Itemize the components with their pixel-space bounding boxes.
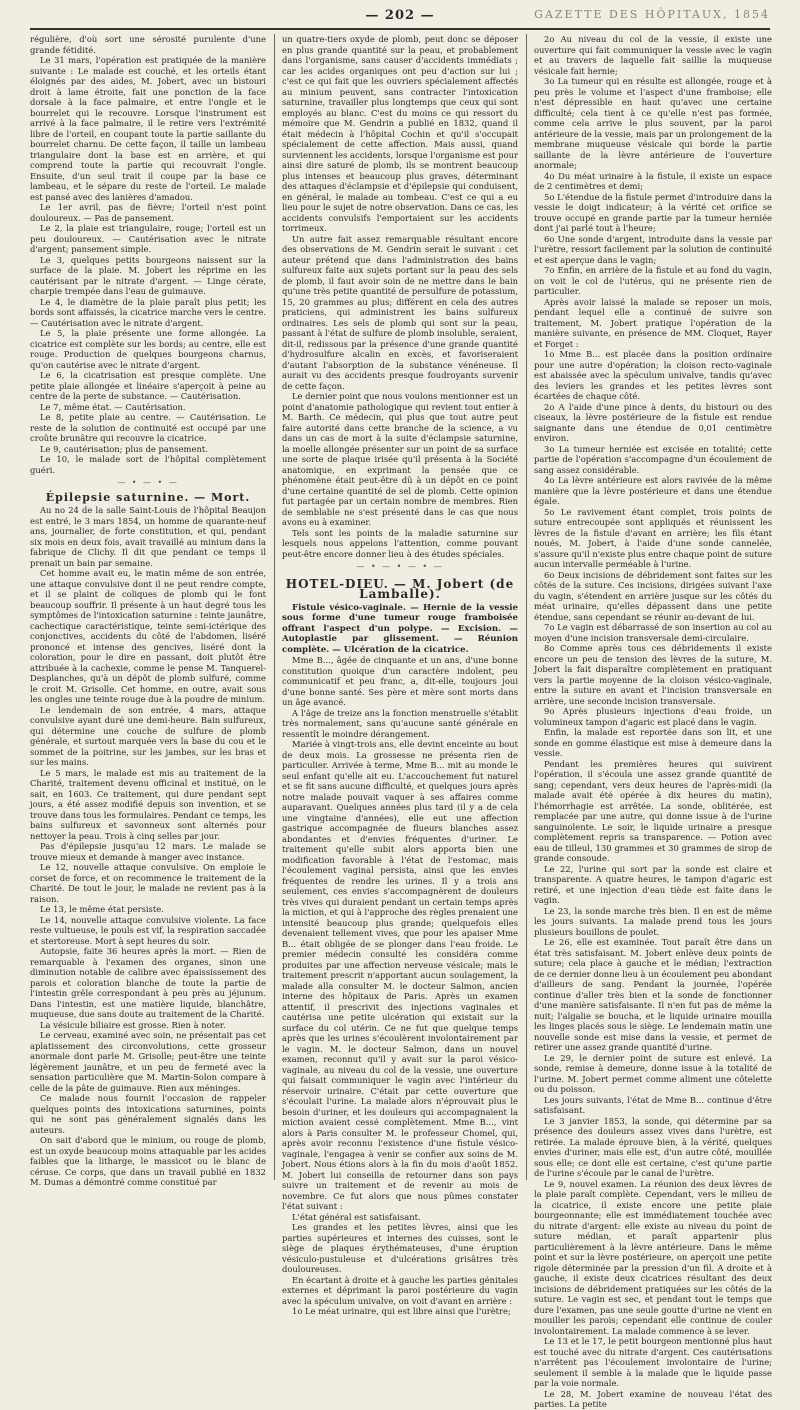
paragraph: La vésicule biliaire est grosse. Rien à noter. xyxy=(40,1019,226,1030)
hospital-heading: HOTEL-DIEU. — M. Jobert (de Lamballe). xyxy=(285,576,515,601)
paragraph: Le 28, M. Jobert examine de nouveau l'état des parties. La petite xyxy=(534,1388,772,1409)
column-rule xyxy=(526,34,527,1180)
column-rule xyxy=(274,34,275,1180)
paragraph: 4o La lèvre antérieure est alors ravivée de la même manière que la lèvre postérieure et dans une étendue égale. xyxy=(534,475,772,506)
paragraph: Le lendemain de son entrée, 4 mars, attaque convulsive ayant duré une demi-heure. Bain sulfureux, qui détermine une couche de sulfure de plomb générale, et surtout marquée vers la base du cou et le sommet de la poitrine, sur les jambes, sur les bras et sur les mains. xyxy=(30,704,266,767)
paragraph: Pendant les premières heures qui suivirent l'opération, il s'écoula une assez grande quantité de sang; cependant, vers deux heures de l'après-midi (la malade avait été opérée à dix heures du matin), l'hémorrhagie est arrêtée. La sonde, oblitérée, est remplacée par une autre, qui donne issue à de l'urine sanguinolente. Le soir, le liquide urinaire a presque complètement repris sa transparence. — Potion avec eau de tilleul, 130 grammes et 30 grammes de sirop de grande consoude. xyxy=(534,758,772,863)
section-separator: — • — • — • — xyxy=(356,562,444,571)
paragraph: 3o La tumeur qui en résulte est allongée, rouge et à peu près le volume et l'aspect d'une framboise; elle n'est dépressible en haut qu'avec une certaine difficulté; cela tient à ce qu'elle n'est pas formée, comme cela arrive le plus souvent, par la paroi antérieure de la vessie, mais par un prolongement de la membrane muqueuse vésicale qui borde la partie saillante de la lèvre antérieure de l'ouverture anormale; xyxy=(534,76,772,170)
section-title: Épilepsie saturnine. — Mort. xyxy=(45,490,251,504)
paragraph: Les jours suivants, l'état de Mme B... continue d'être satisfaisant. xyxy=(534,1094,772,1115)
paragraph: Le 14, nouvelle attaque convulsive violente. La face reste vultueuse, le pouls est vif, la respiration saccadée et stertoreuse. Mort à sept heures du soir. xyxy=(30,914,266,946)
paragraph: 5o Le ravivement étant complet, trois points de suture entrecoupée sont appliqués et réunissent les lèvres de la fistule d'avant en arrière; les fils étant noués, M. Jobert, à l'aide d'une sonde cannelée, s'assure qu'il n'existe plus entre chaque point de suture aucun intervalle perméable à l'urine. xyxy=(534,506,772,569)
paragraph: Cet homme avait eu, le matin même de son entrée, une attaque convulsive dont il ne peut rendre compte, et il se plaint de coliques de plomb qui le font beaucoup souffrir. Il présente à un haut degré tous les symptômes de l'intoxication saturnine : teinte jaunâtre, cachectique caractéristique, teinte semi-ictérique des conjonctives, accidents du côté de l'abdomen, liséré prononcé et intense des gencives, liséré dont la coloration, pour le dire en passant, doit plutôt être attribuée à la cachexie, comme le pense M. Tanquerel-Desplanches, qu'à un dépôt de plomb sulfuré, comme le croit M. Grisolle. Cet homme, en outre, avait sous les ongles une teinte rouge due à la poudre de minium. xyxy=(30,568,266,704)
paragraph: Pas d'épilepsie jusqu'au 12 mars. Le malade se trouve mieux et demande à manger avec instance. xyxy=(30,841,266,862)
paragraph: Le 6, la cicatrisation est presque complète. Une petite plaie allongée et linéaire s'aperçoit à peine au centre de la perte de substance. — Cautérisation. xyxy=(30,370,266,401)
paragraph: Le 23, la sonde marche très bien. Il en est de même les jours suivants. La malade prend tous les jours plusieurs bouillons de poulet. xyxy=(534,905,772,937)
paragraph: Le 5, la plaie présente une forme allongée. La cicatrice est complète sur les bords; au centre, elle est rouge. Production de quelques bourgeons charnus, qu'on cautérise avec le nitrate d'argent. xyxy=(30,328,266,370)
paragraph: Le 13, le même état persiste. xyxy=(40,904,164,914)
paragraph: Le dernier point que nous voulons mentionner est un point d'anatomie pathologique qui revient tout entier à M. Barth. Ce médecin, qui plus que tout autre peut faire autorité dans cette branche de la science, a vu dans un cas de mort à la suite d'éclampsie saturnine, la moelle allongée présenter sur un point de sa surface une sorte de plaque irisée qu'il présenta à la Société anatomique, en exprimant la pensée que ce phénomène était peut-être dû à un dépôt en ce point d'une certaine quantité de sel de plomb. Cette opinion fut partagée par un certain nombre de membres. Rien de semblable ne s'est présenté dans le cas que nous avons eu à examiner. xyxy=(282,391,518,527)
paragraph: Le 31 mars, l'opération est pratiquée de la manière suivante : Le malade est couché, et les orteils étant éloignés par des aides, M. Jobert, avec un bistouri droit à lame étroite, fait une ponction de la face dorsale à la face palmaire, et entre l'ongle et le bourrelet qui le recouvre. Lorsque l'instrument est arrivé à la face palmaire, il le retire vers l'extrémité libre de l'orteil, en coupant toute la partie saillante du bourrelet charnu. De cette façon, il taille un lambeau triangulaire dont la base est en arrière, et qui comprend toute la partie qui recouvrait l'ongle. Ensuite, d'un seul trait il coupe par la base ce lambeau, et le sépare du reste de l'orteil. Le malade est pansé avec des lanières d'amadou. xyxy=(30,55,266,202)
column-3 xyxy=(534,34,772,1409)
paragraph: Le 5 mars, le malade est mis au traitement de la Charité, traitement devenu officinal et institué, on le sait, en 1603. Ce traitement, qui dure pendant sept jours, a été assez modifié depuis son invention, et se trouve dans tous les formulaires. Pendant ce temps, les bains sulfureux et savonneux sont alternés pour nettoyer la peau. Trois à cinq selles par jour. xyxy=(30,767,266,841)
column-1 xyxy=(30,34,266,1187)
paragraph: Le cerveau, examiné avec soin, ne présentait pas cet aplatissement des circonvolutions, cette grosseur anormale dont parle M. Grisolle; peut-être une teinte légèrement jaunâtre, et un peu de fermeté avec la sensation particulière que M. Martin-Solon compare à celle de la pâte de guimauve. Rien aux méninges. xyxy=(30,1030,266,1093)
paragraph: 1o Le méat urinaire, qui est libre ainsi que l'urètre; xyxy=(292,1306,511,1316)
paragraph: Mme B..., âgée de cinquante et un ans, d'une bonne constitution quoique d'un caractère indolent, peu communicatif et peu franc, a, dit-elle, toujours joui d'une bonne santé. Ses père et mère sont morts dans un âge avancé. xyxy=(282,655,518,707)
paragraph: Le 22, l'urine qui sort par la sonde est claire et transparente. A quatre heures, le tampon d'agaric est retiré, et une injection d'eau tiède est faite dans le vagin. xyxy=(534,863,772,905)
paragraph: régulière, d'où sort une sérosité purulente d'une grande fétidité. xyxy=(30,34,266,55)
paragraph: Le 7, même état. — Cautérisation. xyxy=(40,401,186,412)
paragraph: Le 4, le diamètre de la plaie paraît plus petit; les bords sont affaissés, la cicatrice marche vers le centre. — Cautérisation avec le nitrate d'argent. xyxy=(30,296,266,328)
paragraph: Après avoir laissé la malade se reposer un mois, pendant lequel elle a continué de suivre son traitement, M. Jobert pratique l'opération de la manière suivante, en présence de MM. Cloquet, Rayer et Forget : xyxy=(534,296,772,349)
paragraph: L'état général est satisfaisant. xyxy=(292,1211,421,1222)
paragraph: Le 9, cautérisation; plus de pansement. xyxy=(40,443,208,454)
paragraph: 7o Enfin, en arrière de la fistule et au fond du vagin, on voit le col de l'utérus, qui ne présente rien de particulier. xyxy=(534,265,772,296)
paragraph: Ce malade nous fournit l'occasion de rappeler quelques points des intoxications saturnines, points qui ne sont pas généralement signalés dans les auteurs. xyxy=(30,1093,266,1135)
paragraph: 6o Une sonde d'argent, introduite dans la vessie par l'urètre, ressort facilement par la solution de continuité et est aperçue dans le vagin; xyxy=(534,233,772,265)
paragraph: 9o Après plusieurs injections d'eau froide, un volumineux tampon d'agaric est placé dans le vagin. xyxy=(534,706,772,727)
column-2 xyxy=(282,34,519,1316)
page-number: — 202 — xyxy=(365,8,435,23)
paragraph: 2o Au niveau du col de la vessie, il existe une ouverture qui fait communiquer la vessie avec le vagin et au travers de laquelle fait saillie la muqueuse vésicale fait hernie; xyxy=(534,34,772,76)
paragraph: Le 13 et le 17, le petit bourgeon mentionné plus haut est touché avec du nitrate d'argent. Ces cautérisations n'arrêtent pas l'écoulement involontaire de l'urine; seulement il semble à la malade que le liquide passe par la voie normale. xyxy=(534,1336,772,1388)
paragraph: Mariée à vingt-trois ans, elle devint enceinte au bout de deux mois. La grossesse ne présenta rien de particulier. Arrivée à terme, Mme B... mit au monde le seul enfant qu'elle ait eu. L'accouchement fut naturel et se fit sans aucune difficulté, et quelques jours après notre malade pouvait vaquer à ses affaires comme auparavant. Quelques années plus tard (il y a de cela une vingtaine d'années), elle eut une affection gastrique accompagnée de flueurs blanches assez abondantes et d'envies fréquentes d'uriner. Le traitement qu'elle subit alors apporta bien une modification favorable à l'état de l'estomac, mais l'écoulement vaginal persista, ainsi que les envies fréquentes de rendre les urines. Il y a trois ans seulement, ces envies s'accompagnèrent de douleurs très vives qui duraient pendant un certain temps après la miction, et qui à l'approche des règles prenaient une intensité beaucoup plus grande; quelquefois elles devenaient tellement vives, que pour les apaiser Mme B... était obligée de se plonger dans l'eau froide. Le premier médecin consulté les considéra comme produites par une affection nerveuse vésicale; mais le traitement prescrit n'apportant aucun soulagement, la malade alla consulter M. le docteur Salmon, ancien interne des hôpitaux de Paris. Après un examen attentif, il prescrivit des injections vaginales et cautérisa une petite ulcération qui existait sur la surface du col utérin. Ce ne fut que quelque temps après que les urines s'écoulèrent involontairement par le vagin. M. le docteur Salmon, dans un nouvel examen, reconnut qu'il y avait sur la paroi vésico-vaginale, au niveau du col de la vessie, une ouverture qui faisait communiquer le vagin avec l'intérieur du réservoir urinaire. C'était par cette ouverture que s'écoulait l'urine. La malade alors n'éprouvait plus le besoin d'uriner, et les douleurs qui accompagnaient la miction avaient cessé complètement. Mme B..., vint alors à Paris consulter M. le professeur Chomel, qui, après avoir reconnu l'existence d'une fistule vésico-vaginale, l'engagea à venir se confier aux soins de M. Jobert. Nous étions alors à la fin du mois d'août 1852. M. Jobert lui conseilla de retourner dans son pays suivre un traitement et de revenir au mois de novembre. Ce fut alors que nous pûmes constater l'état suivant : xyxy=(282,739,518,1211)
paragraph: 1o Mme B... est placée dans la position ordinaire pour une autre d'opération; la cloison recto-vaginale est abaissée avec la spéculum univalve, tandis qu'avec des leviers les grandes et les petites lèvres sont écartées de chaque côté. xyxy=(534,349,772,401)
masthead-fragment: GAZETTE DES HÔPITAUX, 1854 xyxy=(534,8,770,21)
paragraph: Le 26, elle est examinée. Tout paraît être dans un état très satisfaisant. M. Jobert enlève deux points de suture; cela place à gauche et le médian; l'extraction de ce dernier donne lieu à un écoulement peu abondant d'ailleurs de sang. Pendant la journée, l'opérée continue d'aller très bien et la sonde de fonctionner d'une manière satisfaisante. Il n'en fut pas de même la nuit; l'algalie se boucha, et le liquide urinaire mouilla les linges placés sous le siège. Le lendemain matin une nouvelle sonde est mise dans la vessie, et permet de retirer une assez grande quantité d'urine. xyxy=(534,937,772,1052)
paragraph: Tels sont les points de la maladie saturnine sur lesquels nous appelons l'attention, comme pouvant peut-être encore donner lieu à des études spéciales. xyxy=(282,527,518,559)
paragraph: Au no 24 de la salle Saint-Louis de l'hôpital Beaujon est entré, le 3 mars 1854, un homme de quarante-neuf ans, journalier, de forte constitution, et qui, pendant six mois en deux fois, avait travaillé au minium dans la fabrique de Clichy. Il dit que pendant ce temps il prenait un bain par semaine. xyxy=(30,505,266,568)
paragraph: Un autre fait assez remarquable résultant encore des observations de M. Gendrin serait le suivant : cet auteur prétend que dans l'administration des bains sulfureux faite aux sujets portant sur la peau des sels de plomb, il faut avoir soin de ne mettre dans le bain qu'une très petite quantité de persulfure de potassium, 15, 20 grammes au plus; différent en cela des autres praticiens, qui administrent les bains sulfureux ordinaires. Les sels de plomb qui sont sur la peau, passant à l'état de sulfure de plomb insoluble, seraient, dit-il, redissous par la présence d'une grande quantité d'hydrosulfure alcalin en excès, et favoriseraient d'autant l'absorption de la substance vénéneuse. Il aurait vu des accidents presque foudroyants survenir de cette façon. xyxy=(282,233,518,391)
paragraph: Le 2, la plaie est triangulaire, rouge; l'orteil est un peu douloureux. — Cautérisation avec le nitrate d'argent; pansement simple. xyxy=(30,223,266,254)
paragraph: 3o La tumeur herniée est excisée en totalité; cette partie de l'opération s'accompagne d'un écoulement de sang assez considérable. xyxy=(534,443,772,475)
paragraph: 4o Du méat urinaire à la fistule, il existe un espace de 2 centimètres et demi; xyxy=(534,170,772,191)
paragraph: En écartant à droite et à gauche les parties génitales externes et déprimant la paroi postérieure du vagin avec la spéculum univalve, on voit d'avant en arrière : xyxy=(282,1274,519,1306)
section-separator: — • — • — xyxy=(117,478,179,487)
paragraph: Les grandes et les petites lèvres, ainsi que les parties supérieures et internes des cuisses, sont le siège de plaques érythémateuses, d'une éruption vésiculo-pustuleuse et d'ulcérations grisâtres très douloureuses. xyxy=(282,1222,518,1274)
paragraph: Enfin, la malade est reportée dans son lit, et une sonde en gomme élastique est mise à demeure dans la vessie. xyxy=(534,727,772,758)
paragraph: 7o Le vagin est débarrassé de son insertion au col au moyen d'une incision transversale demi-circulaire. xyxy=(534,622,772,643)
paragraph: Le 3 janvier 1853, la sonde, qui détermine par sa présence des douleurs assez vives dans l'urètre, est retirée. La malade éprouve bien, à la vérité, quelques envies d'uriner, mais elle est, d'un autre côté, mouillée sous elle; ce dont elle est certaine, c'est qu'une partie de l'urine s'écoule par le canal de l'urètre. xyxy=(534,1115,772,1178)
paragraph: 6o Deux incisions de débridement sont faites sur les côtés de la suture. Ces incisions, dirigées suivant l'axe du vagin, s'étendent en arrière jusque sur les côtés du méat urinaire, qu'elles dépassent dans une petite étendue, sans cependant se réunir au-devant de lui. xyxy=(534,569,772,622)
paragraph: 2o A l'aide d'une pince à dents, du bistouri ou des ciseaux, la lèvre postérieure de la fistule est rendue saignante dans une étendue de 0,01 centimètre environ. xyxy=(534,401,772,443)
paragraph: Le 9, nouvel examen. La réunion des deux lèvres de la plaie paraît complète. Cependant, vers le milieu de la cicatrice, il existe encore une petite plaie bourgeonnante; elle est immédiatement touchée avec du nitrate d'argent: elle existe au niveau du point de suture médian, et paraît appartenir plus particulièrement à la lèvre antérieure. Dans le même point et sur la lèvre postérieure, on aperçoit une petite rigole déterminée par la pression d'un fil. A droite et à gauche, il existe deux cicatrices résultant des deux incisions de débridement pratiquées sur les côtés de la suture. Le vagin est sec, et pendant tout le temps que dure l'examen, pas une seule goutte d'urine ne vient en mouiller les parois; cependant elle continue de couler involontairement. La malade commence à se lever. xyxy=(534,1178,772,1336)
paragraph: Le 10, le malade sort de l'hôpital complètement guéri. xyxy=(30,454,266,475)
paragraph: Autopsie, faite 36 heures après la mort. — Rien de remarquable à l'examen des organes, sinon une diminution notable de calibre avec épaississement des parois et coloration blanche de toute la partie de l'intestin grêle correspondant à peu près au jéjunum. Dans l'intestin, est une matière liquide, blanchâtre, muqueuse, due sans doute au traitement de la Charité. xyxy=(30,946,266,1019)
paragraph: 8o Comme après tous ces débridements il existe encore un peu de tension des lèvres de la suture, M. Jobert la fait disparaître complètement en pratiquant vers la partie moyenne de la cloison vésico-vaginale, entre la suture en avant et l'incision transversale en arrière, une seconde incision transversale. xyxy=(534,643,772,706)
paragraph: On sait d'abord que le minium, ou rouge de plomb, est un oxyde beaucoup moins attaquable par les acides faibles que la litharge, le massicot ou le blanc de céruse. Ce corps, que dans un travail publié en 1832 M. Dumas a démontré comme constitué par xyxy=(30,1135,266,1187)
paragraph: Le 1er avril, pas de fièvre; l'orteil n'est point douloureux. — Pas de pansement. xyxy=(30,202,266,223)
paragraph: Le 29, le dernier point de suture est enlevé. La sonde, remise à demeure, donne issue à la totalité de l'urine. M. Jobert permet comme aliment une côtelette ou du poisson. xyxy=(534,1052,772,1094)
paragraph: A l'âge de treize ans la fonction menstruelle s'établit très normalement, sans qu'aucune santé générale en ressentît le moindre dérangement. xyxy=(282,707,518,739)
paragraph: 5o L'étendue de la fistule permet d'introduire dans la vessie le doigt indicateur; à la vérité cet orifice se trouve occupé en grande partie par la tumeur herniée dont j'ai parlé tout à l'heure; xyxy=(534,191,772,233)
page-header xyxy=(30,8,770,30)
paragraph: Le 12, nouvelle attaque convulsive. On emploie le corset de force, et on recommence le traitement de la Charité. De tout le jour, le malade ne revient pas à la raison. xyxy=(30,862,266,904)
paragraph: un quatre-tiers oxyde de plomb, peut donc se déposer en plus grande quantité sur la peau, et probablement dans l'organisme, sans causer d'accidents immédiats ; car les acides organiques ont peu d'action sur lui ; c'est ce qui fait que les ouvriers spécialement affectés au minium peuvent, sans contracter l'intoxication saturnine, travailler plus longtemps que ceux qui sont employés au blanc. C'est du moins ce qui ressort du mémoire que M. Gendrin a publié en 1832, quand il était médecin à l'hôpital Cochin et qu'il s'occupait spécialement de cette affection. Mais aussi, quand surviennent les accidents, lorsque l'organisme est pour ainsi dire saturé de plomb, ils se montrent beaucoup plus intenses et beaucoup plus graves, déterminant des attaques d'éclampsie et d'épilepsie qui conduisent, en général, le malade au tombeau. C'est ce qui a eu lieu pour le sujet de notre observation. Dans ce cas, les accidents convulsifs l'emportaient sur les accidents torrimeux. xyxy=(282,34,518,233)
paragraph: Le 8, petite plaie au centre. — Cautérisation. Le reste de la solution de continuité est occupé par une croûte brunâtre qui recouvre la cicatrice. xyxy=(30,412,266,443)
paragraph: Le 3, quelques petits bourgeons naissent sur la surface de la plaie. M. Jobert les réprime en les cautérisant par le nitrate d'argent. — Linge cérate, charpie trempée dans l'eau de guimauve. xyxy=(30,254,266,296)
case-title: Fistule vésico-vaginale. — Hernie de la vessie sous forme d'une tumeur rouge framboisée offrant l'aspect d'un polype. — Excision. — Autoplastie par glissement. — Réunion complète. — Ulcération de la cicatrice. xyxy=(282,602,518,655)
